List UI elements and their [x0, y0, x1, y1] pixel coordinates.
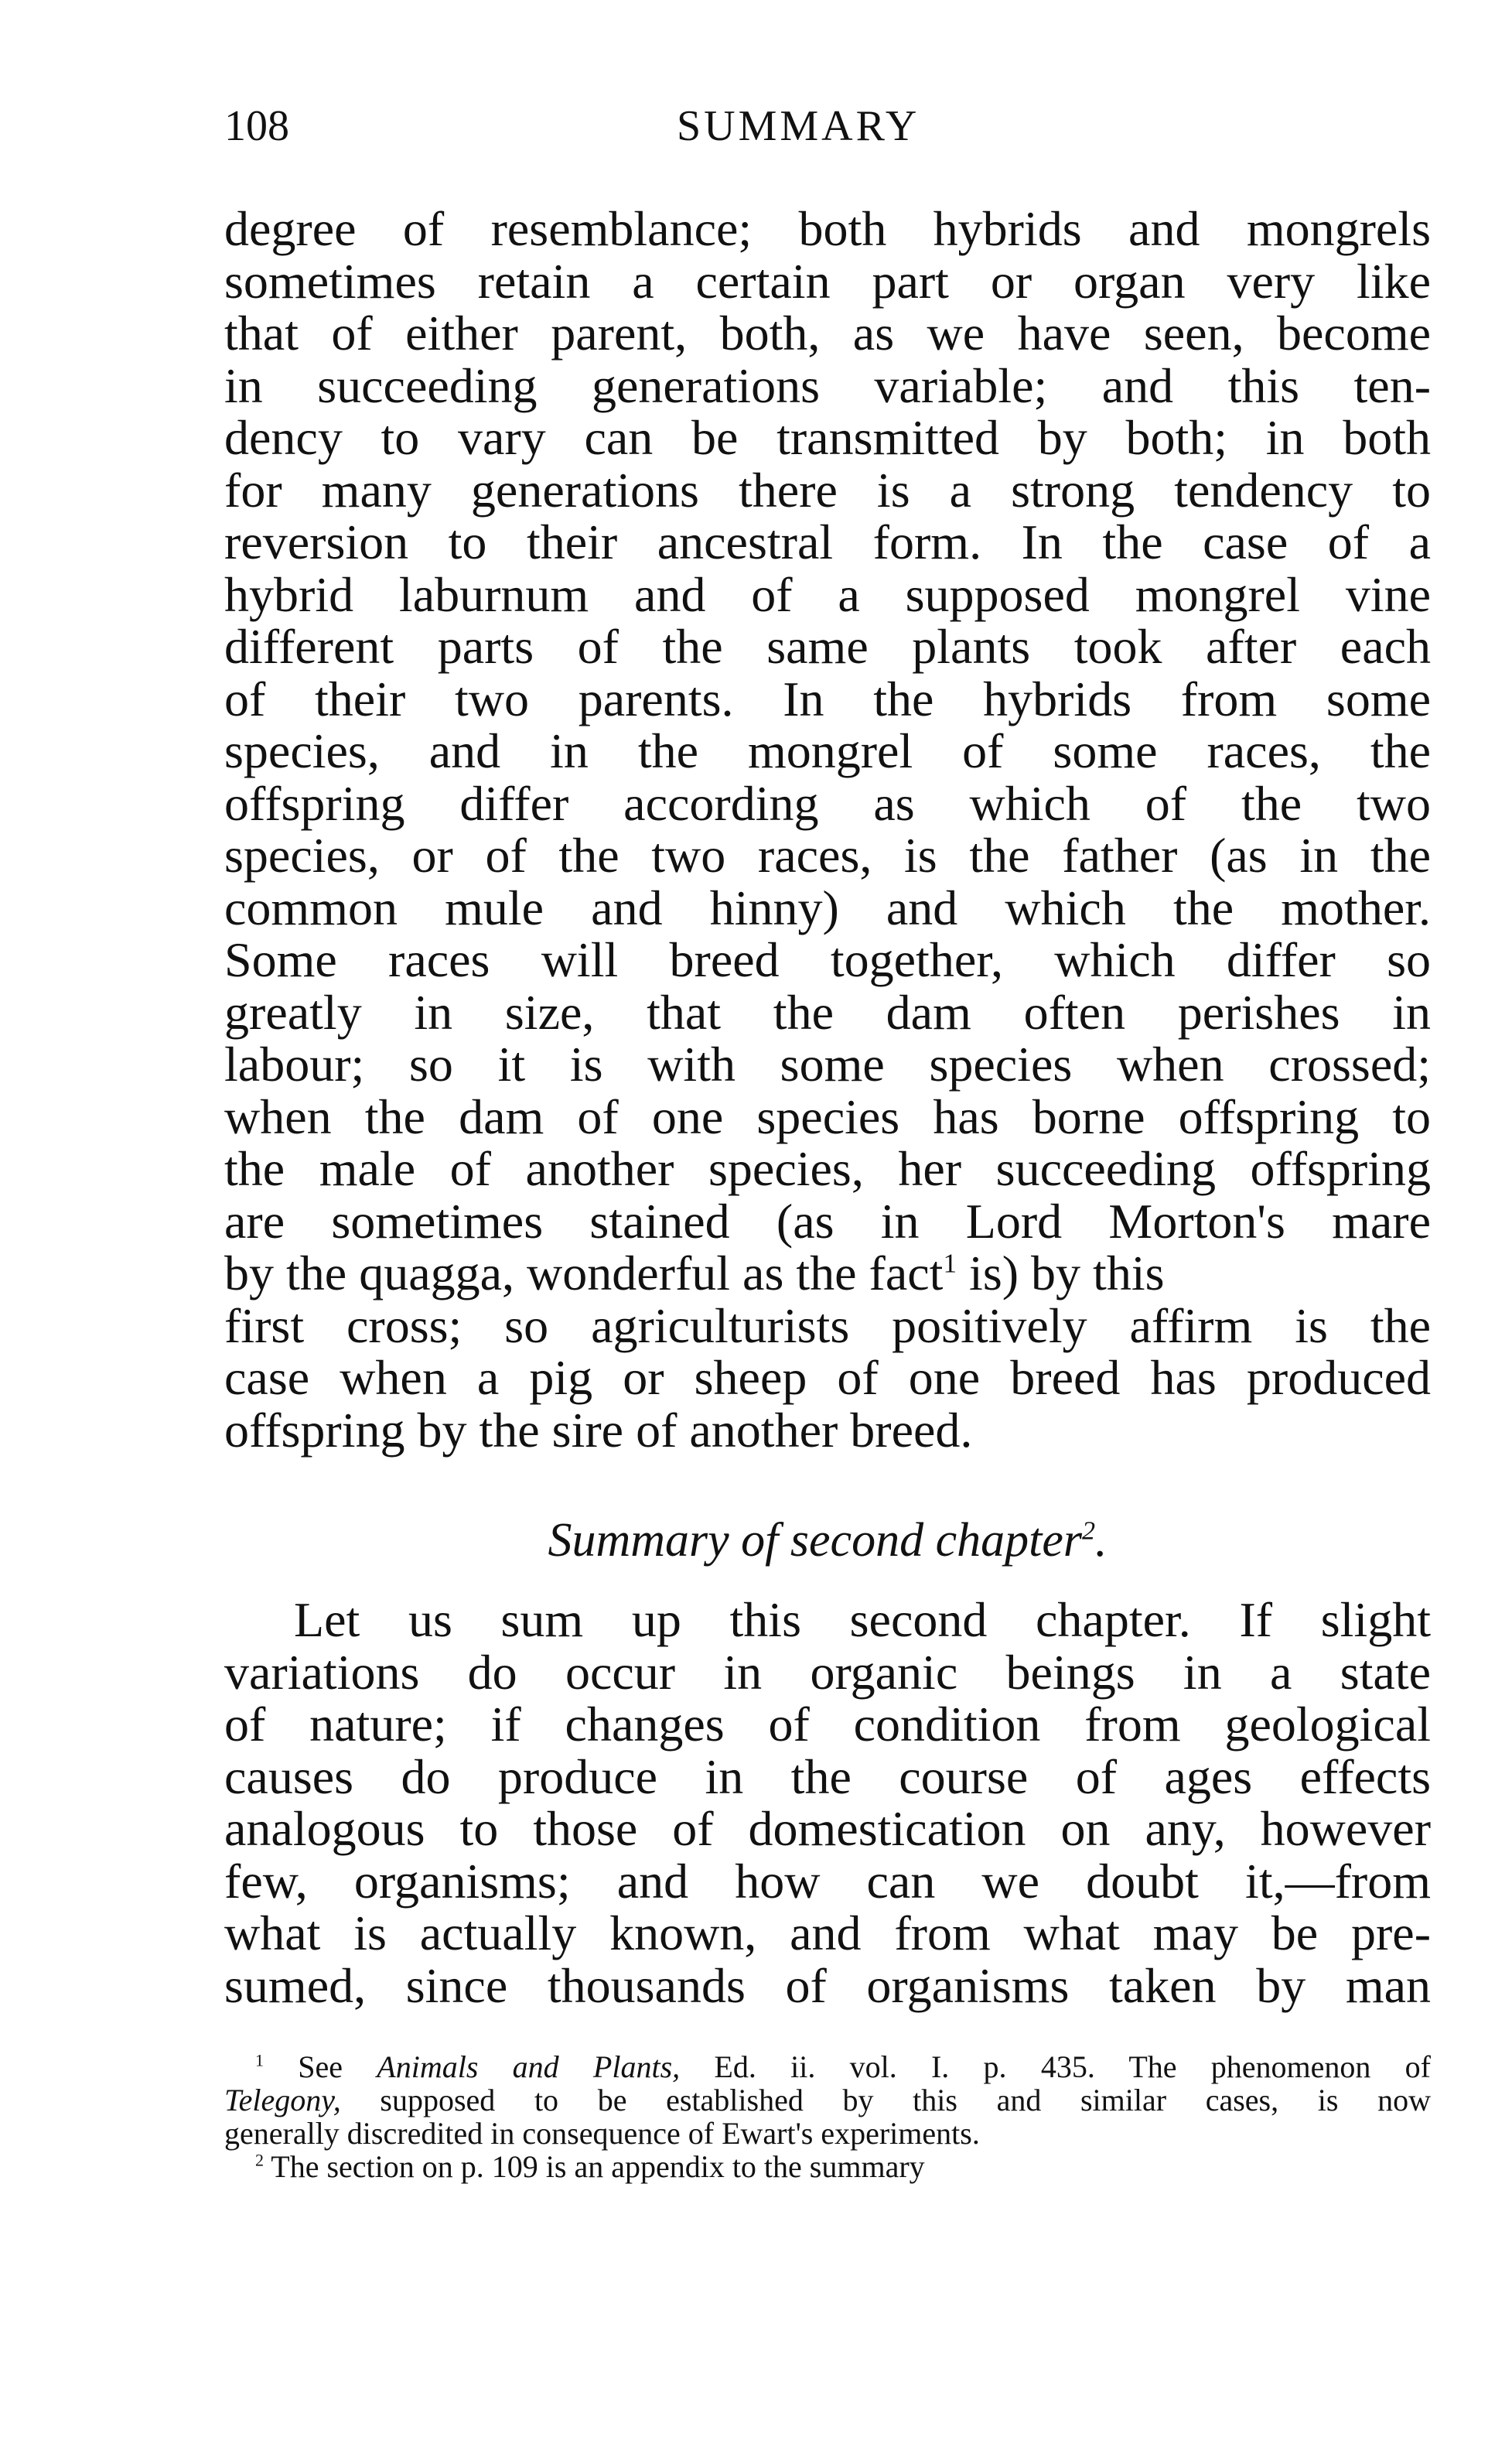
footnote-italic-title: Animals and Plants, [377, 2049, 681, 2084]
text-line: for many generations there is a strong tendency to [224, 462, 1431, 518]
footnote-marker: 1 [255, 2050, 264, 2070]
text-line: dency to vary can be transmitted by both; in both [224, 410, 1431, 465]
text-line: Some races will breed together, which differ so [224, 932, 1431, 987]
text-line: what is actually known, and from what may be pre- [224, 1905, 1431, 1960]
text-line: case when a pig or sheep of one breed has produced [224, 1350, 1431, 1405]
text-line: species, and in the mongrel of some races, the [224, 723, 1431, 778]
footnote-text: The section on p. 109 is an appendix to the summary [264, 2149, 925, 2184]
text-line: labour; so it is with some species when crossed; [224, 1037, 1431, 1092]
text-line: that of either parent, both, as we have seen, become [224, 306, 1431, 361]
text-line: sometimes retain a certain part or organ very like [224, 253, 1431, 309]
text-line: of nature; if changes of condition from geological [224, 1697, 1431, 1752]
text-line: variations do occur in organic beings in a state [224, 1644, 1431, 1700]
paragraph-summary [224, 1594, 1431, 2011]
running-head [224, 99, 1431, 153]
footnote-text: Ed. ii. vol. I. p. 435. The phenomenon of [680, 2049, 1432, 2084]
text-line-with-footnote [224, 1247, 1431, 1300]
section-heading-text: Summary of second chapter [548, 1514, 1082, 1567]
text-line: greatly in size, that the dam often perishes in [224, 984, 1431, 1040]
text-line: Let us sum up this second chapter. If slight [294, 1592, 1431, 1647]
running-title: SUMMARY [677, 102, 920, 150]
footnote-text: See [264, 2049, 377, 2084]
footnote-text: supposed to be established by this and similar cases, is now [340, 2083, 1431, 2117]
text-line: in succeeding generations variable; and this ten- [224, 357, 1431, 413]
section-heading-end: . [1095, 1514, 1108, 1567]
page-number: 108 [224, 102, 289, 150]
footnote-2-line [224, 2150, 1431, 2183]
text-line: common mule and hinny) and which the mother. [224, 880, 1431, 935]
text-line: degree of resemblance; both hybrids and mongrels [224, 201, 1431, 256]
footnote-italic-term: Telegony, [224, 2083, 341, 2117]
footnote-1-line: generally discredited in consequence of Ewart's experiments. [224, 2116, 980, 2151]
text-line: when the dam of one species has borne offspring to [224, 1089, 1431, 1144]
text-line: the male of another species, her succeeding offspring [224, 1141, 1431, 1196]
text-line: sumed, since thousands of organisms taken by man [224, 1957, 1431, 2013]
text-line: few, organisms; and how can we doubt it,—from [224, 1853, 1431, 1909]
footnote-ref-1: 1 [943, 1248, 957, 1279]
text-segment: is) by this [969, 1246, 1165, 1300]
text-line: offspring by the sire of another breed. [224, 1402, 973, 1458]
text-line: are sometimes stained (as in Lord Morton's mare [224, 1193, 1431, 1249]
text-line: hybrid laburnum and of a supposed mongrel vine [224, 566, 1431, 622]
footnotes [224, 2050, 1431, 2183]
footnote-1-line [224, 2050, 1431, 2083]
text-line: of their two parents. In the hybrids from some [224, 671, 1431, 726]
text-line: different parts of the same plants took after each [224, 619, 1431, 674]
section-heading [224, 1512, 1431, 1568]
text-line: analogous to those of domestication on any, however [224, 1801, 1431, 1856]
text-line: offspring differ according as which of the two [224, 775, 1431, 831]
text-line: first cross; so agriculturists positively affirm is the [224, 1297, 1431, 1353]
footnote-marker: 2 [255, 2150, 264, 2170]
text-segment: by the quagga, wonderful as the fact [224, 1246, 944, 1300]
text-line: causes do produce in the course of ages effects [224, 1748, 1431, 1804]
text-line: species, or of the two races, is the father (as in the [224, 828, 1431, 883]
paragraph-continued [224, 203, 1431, 1456]
text-line: reversion to their ancestral form. In the case of a [224, 514, 1431, 569]
footnote-1-line [224, 2083, 1431, 2117]
footnote-ref-2: 2 [1081, 1516, 1096, 1546]
